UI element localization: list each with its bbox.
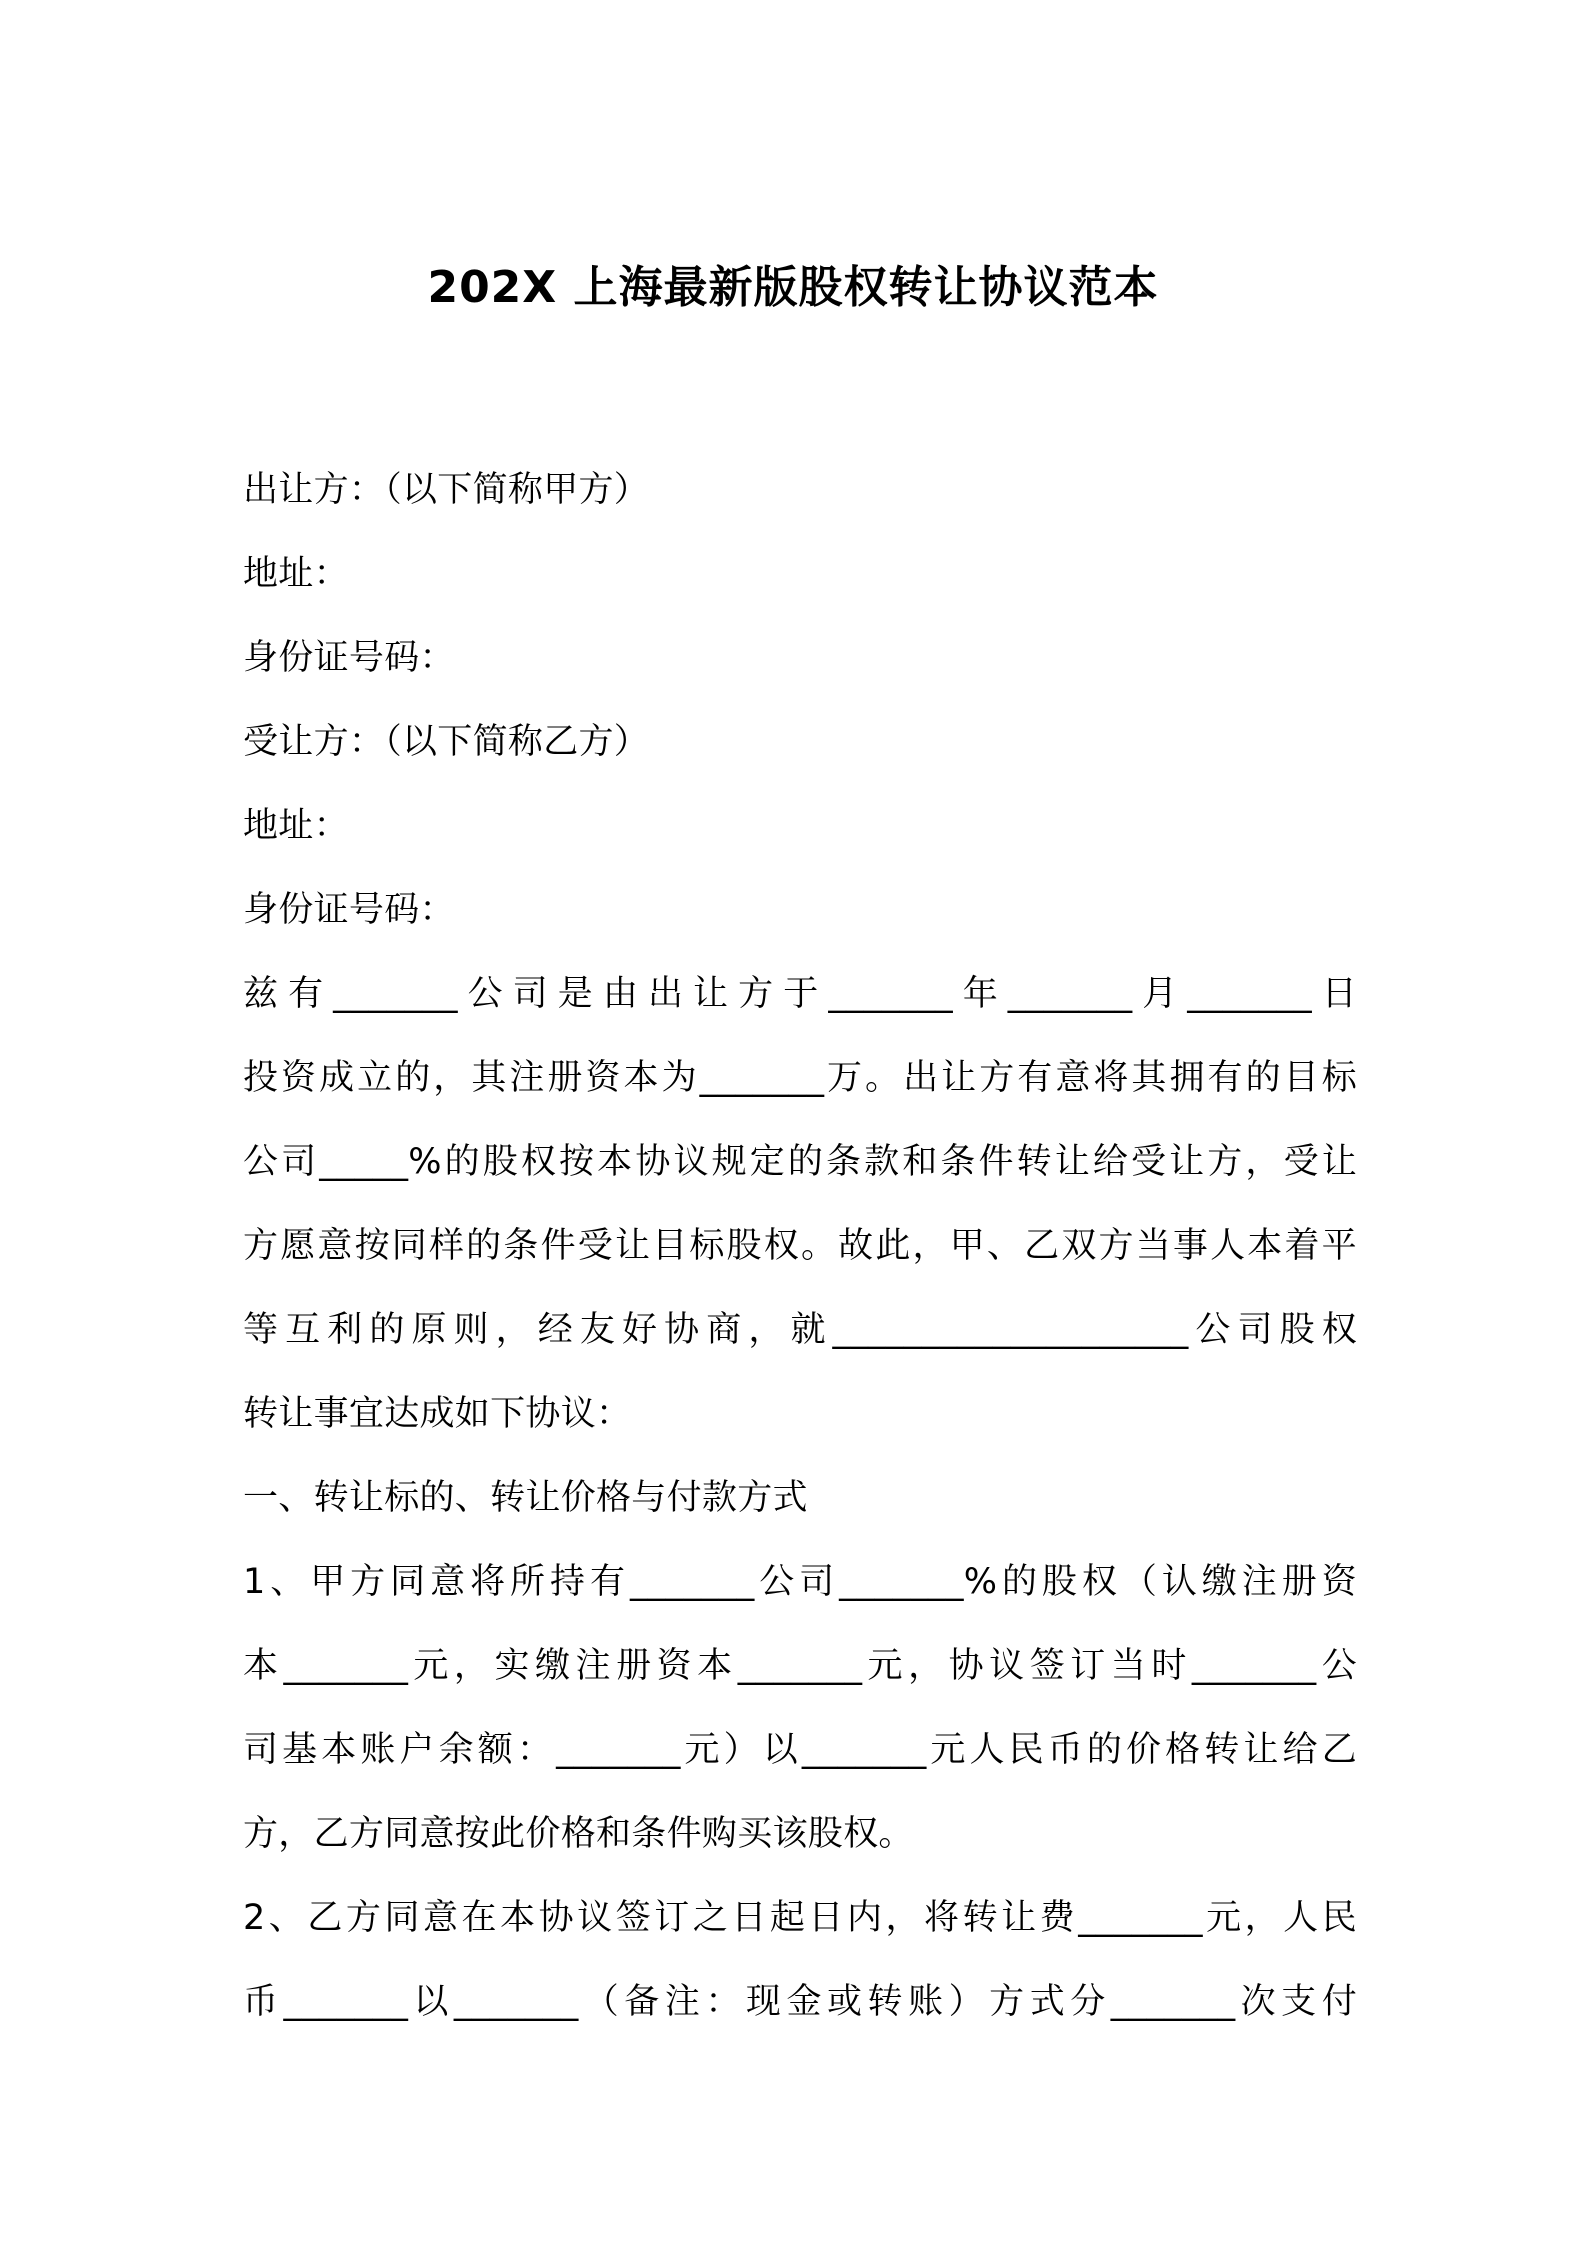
transferor-id-label: 身份证号码：: [243, 638, 455, 678]
preamble-line: 投资成立的，其注册资本为_______万。出让方有意将其拥有的目标: [243, 1058, 1357, 1098]
transferor-label: 出让方：（以下简称甲方）: [243, 470, 650, 510]
section-heading: 一、转让标的、转让价格与付款方式: [243, 1478, 808, 1518]
clause-line: 司基本账户余额：_______元）以_______元人民币的价格转让给乙: [243, 1730, 1357, 1770]
transferee-id-label: 身份证号码：: [243, 890, 455, 930]
document-title: 202X 上海最新版股权转让协议范本: [427, 262, 1159, 313]
preamble-line: 转让事宜达成如下协议：: [243, 1394, 632, 1434]
preamble-line: 方愿意按同样的条件受让目标股权。故此，甲、乙双方当事人本着平: [243, 1226, 1357, 1266]
clause-line: 2、乙方同意在本协议签订之日起日内，将转让费_______元，人民: [243, 1898, 1357, 1938]
clause-line: 方，乙方同意按此价格和条件购买该股权。: [243, 1814, 914, 1854]
transferor-address-label: 地址：: [243, 554, 349, 594]
preamble-line: 公司_____%的股权按本协议规定的条款和条件转让给受让方，受让: [243, 1142, 1357, 1182]
transferee-label: 受让方：（以下简称乙方）: [243, 722, 650, 762]
clause-line: 本_______元，实缴注册资本_______元，协议签订当时_______公: [243, 1646, 1357, 1686]
document-body: [243, 448, 1361, 2044]
preamble-line: 兹有_______公司是由出让方于_______年_______月_______日: [243, 974, 1357, 1014]
clause-line: 币_______以_______（备注：现金或转账）方式分_______次支付: [243, 1982, 1357, 2022]
transferee-address-label: 地址：: [243, 806, 349, 846]
clause-line: 1、甲方同意将所持有_______公司_______%的股权（认缴注册资: [243, 1562, 1357, 1602]
preamble-line: 等互利的原则，经友好协商，就____________________公司股权: [243, 1310, 1357, 1350]
